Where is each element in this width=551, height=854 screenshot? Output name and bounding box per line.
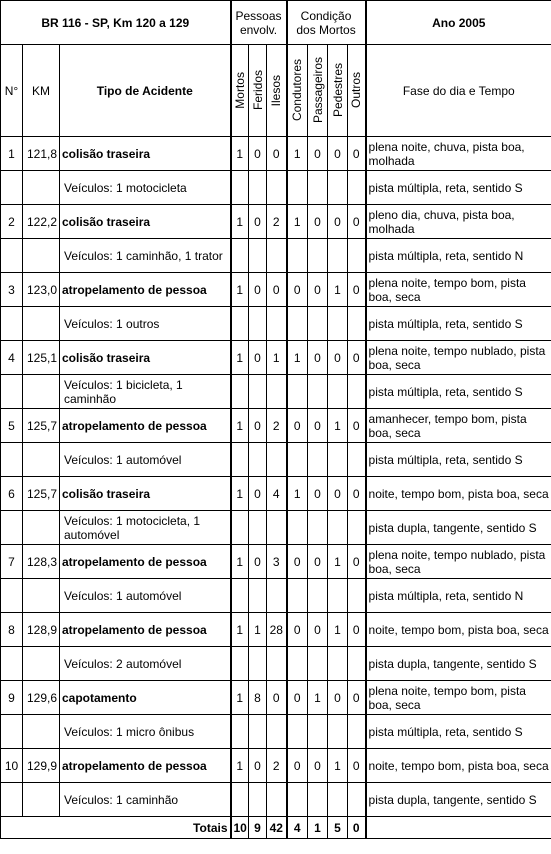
- accident-row: [1, 341, 551, 375]
- row-empty: [308, 375, 328, 409]
- row-empty: [287, 443, 308, 477]
- row-feridos: 0: [249, 545, 267, 579]
- row-empty: [328, 443, 348, 477]
- row-empty: [328, 171, 348, 205]
- accident-detail-row: [1, 307, 551, 341]
- row-tipo: atropelamento de pessoa: [60, 409, 231, 443]
- row-passageiros: 0: [308, 205, 328, 239]
- row-number: 8: [1, 613, 23, 647]
- row-tipo: colisão traseira: [60, 477, 231, 511]
- totals-row: [1, 817, 551, 839]
- header-row-top: [1, 1, 551, 45]
- row-condutores: 0: [287, 409, 308, 443]
- row-ilesos: 2: [267, 409, 287, 443]
- row-empty: [267, 171, 287, 205]
- row-empty: [249, 239, 267, 273]
- row-empty: [328, 715, 348, 749]
- row-number: 7: [1, 545, 23, 579]
- totals-empty: [366, 817, 551, 839]
- row-fase: plena noite, tempo nublado, pista boa, seca: [366, 341, 551, 375]
- row-tipo: atropelamento de pessoa: [60, 613, 231, 647]
- totals-outros: 0: [348, 817, 366, 839]
- accident-detail-row: [1, 647, 551, 681]
- row-empty: [1, 715, 23, 749]
- col-pedestres-header: Pedestres: [330, 63, 345, 118]
- row-empty: [287, 375, 308, 409]
- row-condutores: 1: [287, 477, 308, 511]
- row-mortos: 1: [231, 205, 249, 239]
- row-empty: [249, 307, 267, 341]
- row-outros: 0: [348, 273, 366, 307]
- accident-row: [1, 545, 551, 579]
- col-tipo-header: Tipo de Acidente: [60, 45, 231, 137]
- row-empty: [231, 647, 249, 681]
- row-pedestres: 1: [328, 613, 348, 647]
- row-mortos: 1: [231, 137, 249, 171]
- row-feridos: 0: [249, 205, 267, 239]
- col-passageiros-header: Passageiros: [310, 57, 325, 124]
- row-fase: noite, tempo bom, pista boa, seca: [366, 749, 551, 783]
- accident-detail-row: [1, 579, 551, 613]
- row-pedestres: 0: [328, 681, 348, 715]
- row-number: 4: [1, 341, 23, 375]
- row-empty: [348, 171, 366, 205]
- row-ilesos: 0: [267, 137, 287, 171]
- row-empty: [249, 375, 267, 409]
- row-mortos: 1: [231, 749, 249, 783]
- row-veiculos: Veículos: 1 caminhão: [60, 783, 231, 817]
- row-outros: 0: [348, 749, 366, 783]
- row-empty: [231, 783, 249, 817]
- totals-passageiros: 1: [308, 817, 328, 839]
- row-empty: [328, 239, 348, 273]
- row-number: 10: [1, 749, 23, 783]
- row-veiculos: Veículos: 1 bicicleta, 1 caminhão: [60, 375, 231, 409]
- row-km: 128,3: [23, 545, 60, 579]
- row-empty: [328, 783, 348, 817]
- row-number: 3: [1, 273, 23, 307]
- row-empty: [267, 375, 287, 409]
- row-empty: [267, 239, 287, 273]
- row-empty: [267, 783, 287, 817]
- row-tipo: atropelamento de pessoa: [60, 749, 231, 783]
- accident-row: [1, 613, 551, 647]
- accident-row: [1, 477, 551, 511]
- row-condutores: 0: [287, 273, 308, 307]
- row-outros: 0: [348, 205, 366, 239]
- row-veiculos: Veículos: 1 automóvel: [60, 579, 231, 613]
- row-condutores: 1: [287, 341, 308, 375]
- row-feridos: 0: [249, 749, 267, 783]
- row-pista: pista dupla, tangente, sentido S: [366, 511, 551, 545]
- row-veiculos: Veículos: 2 automóvel: [60, 647, 231, 681]
- accident-detail-row: [1, 511, 551, 545]
- accident-detail-row: [1, 783, 551, 817]
- row-pedestres: 1: [328, 749, 348, 783]
- row-km: 128,9: [23, 613, 60, 647]
- row-empty: [348, 443, 366, 477]
- row-outros: 0: [348, 613, 366, 647]
- row-empty: [249, 715, 267, 749]
- row-pedestres: 0: [328, 137, 348, 171]
- row-km: 125,7: [23, 409, 60, 443]
- row-empty: [231, 171, 249, 205]
- row-empty: [231, 579, 249, 613]
- row-empty: [267, 579, 287, 613]
- row-pedestres: 1: [328, 273, 348, 307]
- row-passageiros: 0: [308, 477, 328, 511]
- row-ilesos: 1: [267, 341, 287, 375]
- row-empty: [328, 511, 348, 545]
- row-feridos: 1: [249, 613, 267, 647]
- row-outros: 0: [348, 409, 366, 443]
- col-n-header: N°: [1, 45, 23, 137]
- row-empty: [23, 443, 60, 477]
- row-empty: [287, 511, 308, 545]
- row-empty: [1, 443, 23, 477]
- row-empty: [23, 783, 60, 817]
- row-pista: pista múltipla, reta, sentido N: [366, 239, 551, 273]
- row-empty: [231, 307, 249, 341]
- row-km: 123,0: [23, 273, 60, 307]
- row-km: 125,1: [23, 341, 60, 375]
- row-fase: amanhecer, tempo bom, pista boa, seca: [366, 409, 551, 443]
- row-fase: plena noite, chuva, pista boa, molhada: [366, 137, 551, 171]
- row-pedestres: 0: [328, 205, 348, 239]
- totals-empty: [23, 817, 60, 839]
- row-empty: [287, 647, 308, 681]
- row-number: 2: [1, 205, 23, 239]
- row-veiculos: Veículos: 1 motocicleta, 1 automóvel: [60, 511, 231, 545]
- accident-detail-row: [1, 715, 551, 749]
- row-feridos: 0: [249, 273, 267, 307]
- row-empty: [249, 783, 267, 817]
- row-number: 5: [1, 409, 23, 443]
- row-empty: [1, 579, 23, 613]
- row-number: 6: [1, 477, 23, 511]
- row-outros: 0: [348, 341, 366, 375]
- col-fase-header: Fase do dia e Tempo: [366, 45, 551, 137]
- row-empty: [1, 647, 23, 681]
- row-mortos: 1: [231, 613, 249, 647]
- row-empty: [287, 171, 308, 205]
- row-empty: [348, 239, 366, 273]
- accident-detail-row: [1, 239, 551, 273]
- row-passageiros: 0: [308, 341, 328, 375]
- accident-row: [1, 273, 551, 307]
- col-ilesos-header: Ilesos: [269, 74, 284, 107]
- row-empty: [249, 443, 267, 477]
- totals-mortos: 10: [231, 817, 249, 839]
- row-mortos: 1: [231, 341, 249, 375]
- row-passageiros: 0: [308, 613, 328, 647]
- row-empty: [287, 307, 308, 341]
- row-feridos: 0: [249, 409, 267, 443]
- col-condutores-header: Condutores: [290, 59, 305, 122]
- accident-row: [1, 205, 551, 239]
- row-empty: [328, 307, 348, 341]
- row-feridos: 0: [249, 137, 267, 171]
- row-ilesos: 0: [267, 681, 287, 715]
- row-empty: [23, 647, 60, 681]
- row-passageiros: 0: [308, 749, 328, 783]
- row-pista: pista múltipla, reta, sentido N: [366, 579, 551, 613]
- row-empty: [287, 239, 308, 273]
- row-tipo: colisão traseira: [60, 137, 231, 171]
- accident-detail-row: [1, 375, 551, 409]
- row-empty: [249, 579, 267, 613]
- row-outros: 0: [348, 477, 366, 511]
- row-ilesos: 2: [267, 205, 287, 239]
- row-empty: [348, 375, 366, 409]
- row-km: 129,6: [23, 681, 60, 715]
- row-empty: [308, 579, 328, 613]
- row-empty: [348, 647, 366, 681]
- row-ilesos: 2: [267, 749, 287, 783]
- row-outros: 0: [348, 137, 366, 171]
- row-km: 129,9: [23, 749, 60, 783]
- row-empty: [23, 511, 60, 545]
- row-empty: [267, 443, 287, 477]
- row-empty: [23, 239, 60, 273]
- row-empty: [328, 375, 348, 409]
- row-passageiros: 0: [308, 137, 328, 171]
- row-km: 122,2: [23, 205, 60, 239]
- row-feridos: 8: [249, 681, 267, 715]
- row-veiculos: Veículos: 1 micro ônibus: [60, 715, 231, 749]
- row-mortos: 1: [231, 273, 249, 307]
- row-empty: [23, 307, 60, 341]
- row-tipo: atropelamento de pessoa: [60, 545, 231, 579]
- totals-pedestres: 5: [328, 817, 348, 839]
- row-empty: [267, 715, 287, 749]
- row-passageiros: 0: [308, 273, 328, 307]
- row-empty: [308, 783, 328, 817]
- totals-condutores: 4: [287, 817, 308, 839]
- row-empty: [348, 307, 366, 341]
- row-empty: [308, 239, 328, 273]
- row-condutores: 0: [287, 749, 308, 783]
- condicao-header: Condição dos Mortos: [287, 1, 366, 45]
- row-ilesos: 28: [267, 613, 287, 647]
- row-empty: [348, 715, 366, 749]
- row-pista: pista dupla, tangente, sentido S: [366, 647, 551, 681]
- row-fase: plena noite, tempo bom, pista boa, seca: [366, 273, 551, 307]
- row-empty: [231, 715, 249, 749]
- row-empty: [267, 307, 287, 341]
- row-veiculos: Veículos: 1 motocicleta: [60, 171, 231, 205]
- row-empty: [348, 511, 366, 545]
- row-tipo: atropelamento de pessoa: [60, 273, 231, 307]
- row-pista: pista múltipla, reta, sentido S: [366, 375, 551, 409]
- row-pedestres: 1: [328, 409, 348, 443]
- row-empty: [231, 375, 249, 409]
- row-ilesos: 4: [267, 477, 287, 511]
- row-mortos: 1: [231, 409, 249, 443]
- row-fase: pleno dia, chuva, pista boa, molhada: [366, 205, 551, 239]
- row-empty: [231, 239, 249, 273]
- row-empty: [249, 171, 267, 205]
- col-outros-header: Outros: [349, 72, 364, 109]
- row-empty: [23, 171, 60, 205]
- row-empty: [328, 579, 348, 613]
- accident-detail-row: [1, 443, 551, 477]
- row-pedestres: 0: [328, 477, 348, 511]
- row-number: 1: [1, 137, 23, 171]
- accident-row: [1, 681, 551, 715]
- row-condutores: 1: [287, 137, 308, 171]
- accident-row: [1, 409, 551, 443]
- row-feridos: 0: [249, 477, 267, 511]
- row-feridos: 0: [249, 341, 267, 375]
- row-passageiros: 0: [308, 545, 328, 579]
- totals-label: Totais: [60, 817, 231, 839]
- row-empty: [308, 647, 328, 681]
- row-mortos: 1: [231, 477, 249, 511]
- row-condutores: 0: [287, 613, 308, 647]
- row-pista: pista dupla, tangente, sentido S: [366, 783, 551, 817]
- row-tipo: capotamento: [60, 681, 231, 715]
- ano-header: Ano 2005: [366, 1, 551, 45]
- accident-row: [1, 137, 551, 171]
- row-empty: [287, 579, 308, 613]
- row-empty: [348, 783, 366, 817]
- row-km: 121,8: [23, 137, 60, 171]
- col-km-header: KM: [23, 45, 60, 137]
- row-empty: [249, 511, 267, 545]
- row-passageiros: 1: [308, 681, 328, 715]
- row-empty: [267, 511, 287, 545]
- row-tipo: colisão traseira: [60, 341, 231, 375]
- row-pedestres: 1: [328, 545, 348, 579]
- row-empty: [308, 511, 328, 545]
- row-empty: [1, 239, 23, 273]
- row-pedestres: 0: [328, 341, 348, 375]
- row-number: 9: [1, 681, 23, 715]
- row-mortos: 1: [231, 681, 249, 715]
- row-fase: plena noite, tempo nublado, pista boa, seca: [366, 545, 551, 579]
- row-empty: [328, 647, 348, 681]
- row-pista: pista múltipla, reta, sentido S: [366, 171, 551, 205]
- row-empty: [1, 375, 23, 409]
- row-empty: [308, 307, 328, 341]
- row-condutores: 0: [287, 545, 308, 579]
- row-empty: [308, 443, 328, 477]
- row-empty: [1, 783, 23, 817]
- row-empty: [231, 443, 249, 477]
- row-condutores: 1: [287, 205, 308, 239]
- row-fase: noite, tempo bom, pista boa, seca: [366, 613, 551, 647]
- row-km: 125,7: [23, 477, 60, 511]
- row-tipo: colisão traseira: [60, 205, 231, 239]
- row-outros: 0: [348, 545, 366, 579]
- row-empty: [267, 647, 287, 681]
- row-empty: [308, 171, 328, 205]
- row-empty: [348, 579, 366, 613]
- row-empty: [23, 375, 60, 409]
- totals-ilesos: 42: [267, 817, 287, 839]
- row-veiculos: Veículos: 1 automóvel: [60, 443, 231, 477]
- row-empty: [1, 171, 23, 205]
- row-empty: [1, 307, 23, 341]
- row-pista: pista múltipla, reta, sentido S: [366, 715, 551, 749]
- row-ilesos: 0: [267, 273, 287, 307]
- totals-feridos: 9: [249, 817, 267, 839]
- header-row-columns: [1, 45, 551, 137]
- row-fase: plena noite, tempo bom, pista boa, seca: [366, 681, 551, 715]
- col-mortos-header: Mortos: [232, 72, 247, 109]
- accident-row: [1, 749, 551, 783]
- row-empty: [23, 579, 60, 613]
- row-outros: 0: [348, 681, 366, 715]
- row-passageiros: 0: [308, 409, 328, 443]
- row-empty: [23, 715, 60, 749]
- row-empty: [287, 715, 308, 749]
- row-pista: pista múltipla, reta, sentido S: [366, 307, 551, 341]
- row-mortos: 1: [231, 545, 249, 579]
- row-empty: [1, 511, 23, 545]
- row-pista: pista múltipla, reta, sentido S: [366, 443, 551, 477]
- row-veiculos: Veículos: 1 caminhão, 1 trator: [60, 239, 231, 273]
- pessoas-header: Pessoas envolv.: [231, 1, 287, 45]
- totals-empty: [1, 817, 23, 839]
- row-empty: [287, 783, 308, 817]
- road-title: BR 116 - SP, Km 120 a 129: [1, 1, 231, 45]
- col-feridos-header: Feridos: [250, 70, 265, 111]
- row-empty: [231, 511, 249, 545]
- row-fase: noite, tempo bom, pista boa, seca: [366, 477, 551, 511]
- row-veiculos: Veículos: 1 outros: [60, 307, 231, 341]
- row-ilesos: 3: [267, 545, 287, 579]
- row-empty: [308, 715, 328, 749]
- accident-detail-row: [1, 171, 551, 205]
- row-empty: [249, 647, 267, 681]
- row-condutores: 0: [287, 681, 308, 715]
